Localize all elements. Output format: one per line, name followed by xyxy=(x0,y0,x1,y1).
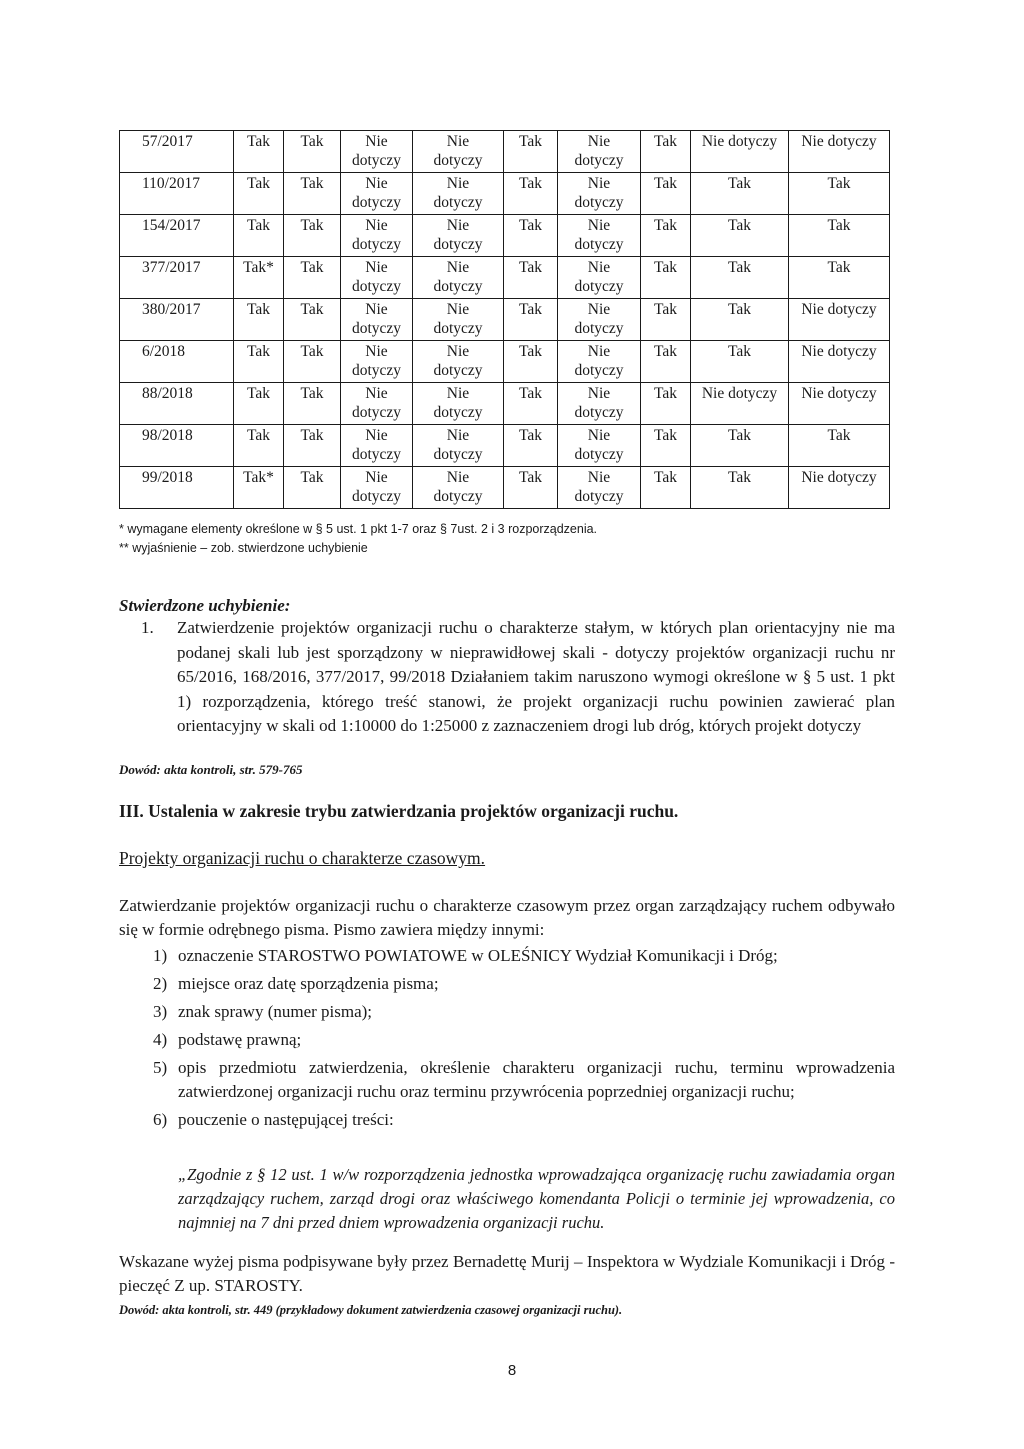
table-cell: Tak xyxy=(504,383,558,425)
project-number-cell: 110/2017 xyxy=(120,173,234,215)
table-cell: Tak xyxy=(691,173,789,215)
table-cell: Tak xyxy=(691,215,789,257)
list-item-text: opis przedmiotu zatwierdzenia, określenie charakteru organizacji ruchu, terminu wprowadzenia zatwierdzonej organizacji ruchu oraz terminu przywrócenia poprzedniej organizacji ruchu; xyxy=(178,1058,895,1101)
table-cell: Nie dotyczy xyxy=(413,131,504,173)
table-cell: Nie dotyczy xyxy=(413,383,504,425)
table-cell: Tak xyxy=(284,131,341,173)
table-cell: Tak xyxy=(691,425,789,467)
table-cell: Nie dotyczy xyxy=(413,425,504,467)
table-cell: Tak* xyxy=(234,257,284,299)
table-cell: Nie dotyczy xyxy=(341,341,413,383)
list-item xyxy=(119,1108,895,1132)
table-row xyxy=(120,341,890,383)
list-item-text: pouczenie o następującej treści: xyxy=(178,1110,394,1129)
table-cell: Nie dotyczy xyxy=(341,173,413,215)
table-row xyxy=(120,131,890,173)
table-cell: Nie dotyczy xyxy=(413,257,504,299)
table-cell: Nie dotyczy xyxy=(558,257,641,299)
table-cell: Tak xyxy=(504,425,558,467)
table-row xyxy=(120,467,890,509)
table-cell: Tak xyxy=(641,299,691,341)
table-cell: Tak xyxy=(691,299,789,341)
list-item-number: 1) xyxy=(153,946,168,965)
project-number-cell: 6/2018 xyxy=(120,341,234,383)
page-number: 8 xyxy=(507,1362,517,1379)
table-cell: Tak xyxy=(504,257,558,299)
list-item xyxy=(119,1000,895,1024)
list-item-text: znak sprawy (numer pisma); xyxy=(178,1002,373,1021)
table-cell: Nie dotyczy xyxy=(558,215,641,257)
table-cell: Tak xyxy=(504,131,558,173)
table-cell: Tak xyxy=(641,215,691,257)
table-cell: Nie dotyczy xyxy=(341,131,413,173)
table-cell: Tak xyxy=(641,383,691,425)
table-cell: Tak xyxy=(284,173,341,215)
table-cell: Nie dotyczy xyxy=(558,425,641,467)
table-cell: Tak xyxy=(691,341,789,383)
table-cell: Nie dotyczy xyxy=(341,467,413,509)
list-item-number: 2) xyxy=(153,974,168,993)
table-cell: Nie dotyczy xyxy=(341,299,413,341)
table-cell: Tak xyxy=(789,215,890,257)
table-cell: Tak xyxy=(234,173,284,215)
project-number-cell: 99/2018 xyxy=(120,467,234,509)
finding-text: Zatwierdzenie projektów organizacji ruchu o charakterze stałym, w których plan orientacyjny nie ma podanej skali lub jest sporządzony w nieprawidłowej skali - dotyczy projektów organizacji ruchu nr 65/2016, 168/2016, 377/2017, 99/2018 Działaniem takim naruszono wymogi określone w § 5 ust. 1 pkt 1) rozporządzenia, którego treść stanowi, że projekt organizacji ruchu powinien zawierać plan orientacyjny w skali od 1:10000 do 1:25000 z zaznaczeniem drogi lub dróg, których projekt dotyczy xyxy=(177,618,895,735)
table-cell: Nie dotyczy xyxy=(789,341,890,383)
table-cell: Tak* xyxy=(234,467,284,509)
table-cell: Tak xyxy=(504,215,558,257)
table-cell: Tak xyxy=(284,215,341,257)
table-cell: Tak xyxy=(641,131,691,173)
table-cell: Tak xyxy=(234,299,284,341)
table-cell: Nie dotyczy xyxy=(413,467,504,509)
table-cell: Nie dotyczy xyxy=(789,131,890,173)
table-cell: Tak xyxy=(284,425,341,467)
projects-table xyxy=(119,130,890,509)
table-footnotes xyxy=(119,520,597,558)
list-item-text: podstawę prawną; xyxy=(178,1030,302,1049)
table-cell: Tak xyxy=(234,341,284,383)
table-cell: Tak xyxy=(234,131,284,173)
table-cell: Nie dotyczy xyxy=(341,215,413,257)
table-cell: Nie dotyczy xyxy=(413,341,504,383)
table-cell: Nie dotyczy xyxy=(691,383,789,425)
table-cell: Tak xyxy=(789,425,890,467)
findings-heading: Stwierdzone uchybienie: xyxy=(119,596,291,615)
table-cell: Nie dotyczy xyxy=(558,383,641,425)
table-row xyxy=(120,299,890,341)
table-cell: Tak xyxy=(641,467,691,509)
table-cell: Tak xyxy=(641,173,691,215)
list-item-number: 4) xyxy=(153,1030,168,1049)
project-number-cell: 88/2018 xyxy=(120,383,234,425)
project-number-cell: 377/2017 xyxy=(120,257,234,299)
table-cell: Tak xyxy=(641,257,691,299)
table-cell: Tak xyxy=(504,341,558,383)
table-cell: Tak xyxy=(234,383,284,425)
table-cell: Nie dotyczy xyxy=(413,215,504,257)
table-cell: Nie dotyczy xyxy=(413,173,504,215)
table-cell: Nie dotyczy xyxy=(558,467,641,509)
table-cell: Tak xyxy=(691,467,789,509)
table-cell: Tak xyxy=(789,257,890,299)
table-cell: Tak xyxy=(234,215,284,257)
section-heading: III. Ustalenia w zakresie trybu zatwierdzania projektów organizacji ruchu. xyxy=(119,801,679,821)
table-cell: Tak xyxy=(641,341,691,383)
table-cell: Nie dotyczy xyxy=(558,131,641,173)
list-item-number: 3) xyxy=(153,1002,168,1021)
table-row xyxy=(120,383,890,425)
list-item-number: 6) xyxy=(153,1110,168,1129)
table-row xyxy=(120,425,890,467)
table-row xyxy=(120,257,890,299)
table-cell: Tak xyxy=(284,257,341,299)
footnote-required-elements: * wymagane elementy określone w § 5 ust. 1 pkt 1-7 oraz § 7ust. 2 i 3 rozporządzenia. xyxy=(119,522,598,536)
project-number-cell: 57/2017 xyxy=(120,131,234,173)
finding-number: 1. xyxy=(141,618,154,637)
section-intro: Zatwierdzanie projektów organizacji ruchu o charakterze czasowym przez organ zarządzający ruchem odbywało się w formie odrębnego pisma. Pismo zawiera między innymi: xyxy=(119,896,895,939)
table-cell: Tak xyxy=(504,173,558,215)
table-cell: Tak xyxy=(504,299,558,341)
table-cell: Nie dotyczy xyxy=(341,383,413,425)
table-cell: Tak xyxy=(284,467,341,509)
list-item-text: oznaczenie STAROSTWO POWIATOWE w OLEŚNICY Wydział Komunikacji i Dróg; xyxy=(178,946,778,965)
table-cell: Nie dotyczy xyxy=(558,299,641,341)
list-item xyxy=(119,1028,895,1052)
table-cell: Nie dotyczy xyxy=(789,467,890,509)
table-cell: Nie dotyczy xyxy=(789,383,890,425)
finding-evidence: Dowód: akta kontroli, str. 579-765 xyxy=(119,762,303,777)
list-item-text: miejsce oraz datę sporządzenia pisma; xyxy=(178,974,439,993)
table-cell: Nie dotyczy xyxy=(341,257,413,299)
table-cell: Nie dotyczy xyxy=(691,131,789,173)
table-cell: Tak xyxy=(284,341,341,383)
notice-quote: „Zgodnie z § 12 ust. 1 w/w rozporządzenia jednostka wprowadzająca organizację ruchu zawiadamia organ zarządzający ruchem, zarząd drogi oraz właściwego komendanta Policji o terminie jej wprowadzenia, co najmniej na 7 dni przed dniem wprowadzenia organizacji ruchu. xyxy=(178,1165,895,1232)
closing-text: Wskazane wyżej pisma podpisywane były przez Bernadettę Murij – Inspektora w Wydziale Komunikacji i Dróg - pieczęć Z up. STAROSTY. xyxy=(119,1252,895,1295)
closing-evidence: Dowód: akta kontroli, str. 449 (przykładowy dokument zatwierdzenia czasowej organizacji ruchu). xyxy=(119,1303,623,1317)
table-cell: Nie dotyczy xyxy=(558,341,641,383)
project-number-cell: 98/2018 xyxy=(120,425,234,467)
closing-paragraph xyxy=(119,1250,895,1322)
table-cell: Nie dotyczy xyxy=(558,173,641,215)
table-row xyxy=(120,173,890,215)
list-item-number: 5) xyxy=(153,1058,168,1077)
list-item xyxy=(119,972,895,996)
table-cell: Nie dotyczy xyxy=(413,299,504,341)
table-cell: Tak xyxy=(641,425,691,467)
table-row xyxy=(120,215,890,257)
table-cell: Tak xyxy=(504,467,558,509)
list-item xyxy=(119,1056,895,1104)
table-cell: Tak xyxy=(691,257,789,299)
table-cell: Tak xyxy=(234,425,284,467)
letter-contents-list xyxy=(119,944,895,1136)
table-cell: Nie dotyczy xyxy=(789,299,890,341)
list-item xyxy=(119,944,895,968)
section-subheading: Projekty organizacji ruchu o charakterze czasowym. xyxy=(119,848,486,868)
table-cell: Tak xyxy=(284,383,341,425)
table-cell: Nie dotyczy xyxy=(341,425,413,467)
footnote-explanation: ** wyjaśnienie – zob. stwierdzone uchybienie xyxy=(119,541,368,555)
table-cell: Tak xyxy=(789,173,890,215)
project-number-cell: 154/2017 xyxy=(120,215,234,257)
project-number-cell: 380/2017 xyxy=(120,299,234,341)
table-cell: Tak xyxy=(284,299,341,341)
